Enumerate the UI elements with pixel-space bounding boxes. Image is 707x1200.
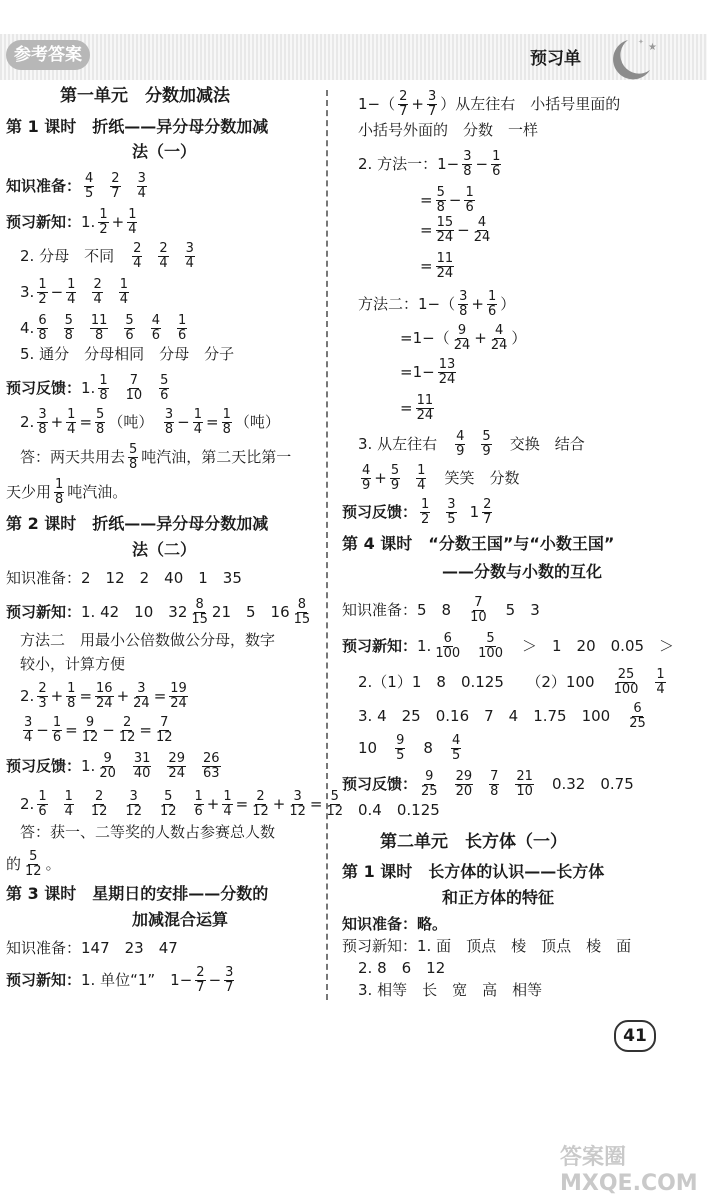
lesson3-heading — [6, 884, 268, 904]
moon-icon — [598, 36, 662, 86]
lesson4-heading — [342, 534, 614, 554]
l2-feedback-2: 2. $\frac{1}{6}$ $\frac{1}{4}$ $\frac{2}{12}$ $\frac{3}{12}$ $\frac{5}{12}$ $\frac{1}{6}$ + $\frac{1}{4}$ = $\frac{2}{12}$ + $\frac{3}{12}$ = $\frac{5}{12}$ — [20, 789, 344, 819]
text: 天少用 — [6, 483, 52, 501]
label: 预习新知： — [6, 213, 82, 231]
u2-preview-1: 预习新知：1. 面 顶点 棱 顶点 棱 面 — [342, 937, 632, 955]
fraction: $\frac{3}{4}$ — [137, 171, 146, 201]
l1-knowledge-prep — [6, 172, 150, 201]
r-method1-step1: = $\frac{5}{8}$ − $\frac{1}{6}$ — [420, 185, 474, 215]
l1-preview-5: 5. 通分 分母相同 分母 分子 — [20, 345, 235, 363]
text: 吨汽油，第二天比第一 — [141, 448, 292, 466]
text: 知识准备：5 8 — [342, 601, 452, 619]
text: 5 3 — [505, 601, 540, 619]
lesson-label: 第 1 课时 — [342, 862, 413, 881]
item-num: 1. — [81, 379, 96, 397]
u2-lesson1-heading-cont: 和正方体的特征 — [442, 888, 555, 907]
label: 预习反馈： — [342, 503, 418, 521]
text: 1. 42 10 32 — [81, 603, 188, 621]
text: 3. 从左往右 — [358, 435, 438, 453]
u2-preview-2: 2. 8 6 12 — [358, 959, 446, 977]
l4-feedback-2: 0.4 0.125 — [358, 801, 440, 819]
r-method1: 2. 方法一：1− $\frac{3}{8}$ − $\frac{1}{6}$ — [358, 149, 501, 179]
lesson-title: 折纸——异分母分数加减 — [92, 117, 269, 136]
watermark-logo: 答案圈 MXQE.COM — [560, 1145, 698, 1196]
r-feedback: 预习反馈： $\frac{1}{2}$ $\frac{3}{5}$ 1 $\frac{2}{7}$ — [342, 497, 492, 527]
l1-preview-3: 3. $\frac{1}{2}$ − $\frac{1}{4}$ $\frac{2}{4}$ $\frac{1}{4}$ — [20, 277, 129, 307]
l2-answer-b: 的 $\frac{5}{12}$ 。 — [6, 849, 61, 879]
lesson1-heading — [6, 117, 268, 137]
text: 交换 结合 — [509, 435, 585, 453]
l4-preview-2: 2.（1）1 8 0.125 （2）100 $\frac{25}{100}$ $\frac{1}{4}$ — [358, 667, 665, 697]
l2-answer-a: 答：获一、二等奖的人数占参赛总人数 — [20, 823, 276, 841]
text: 1. 单位“1” 1− — [81, 971, 193, 989]
l4-preview-3: 3. 4 25 0.16 7 4 1.75 100 $\frac{6}{25}$ — [358, 701, 646, 731]
lesson2-heading-cont: 法（二） — [132, 540, 197, 559]
lesson4-heading-cont: ——分数与小数的互化 — [442, 562, 603, 581]
l4-feedback: 预习反馈： $\frac{9}{25}$ $\frac{29}{20}$ $\frac{7}{8}$ $\frac{21}{10}$ 0.32 0.75 — [342, 769, 634, 799]
item-num: 2. — [20, 687, 35, 705]
r-preview-3: 3. 从左往右 $\frac{4}{9}$ $\frac{5}{9}$ 交换 结合 — [358, 429, 585, 459]
r-method1-step2: = $\frac{15}{24}$ − $\frac{4}{24}$ — [420, 215, 491, 245]
lesson-title: “分数王国”与“小数王国” — [428, 534, 615, 553]
l3-preview-1: 预习新知：1. 单位“1” 1− $\frac{2}{7}$ − $\frac{3}{7}$ — [6, 965, 234, 995]
u2-knowledge-prep: 知识准备：略。 — [342, 915, 448, 933]
label: 预习新知： — [342, 637, 418, 655]
lesson-label: 第 4 课时 — [342, 534, 413, 553]
lesson-title: 长方体的认识——长方体 — [428, 862, 605, 881]
text: 吨汽油。 — [67, 483, 128, 501]
l2-preview-2: 2. $\frac{2}{3}$ + $\frac{1}{8}$ = $\frac{16}{24}$ + $\frac{3}{24}$ = $\frac{19}{24}$ — [20, 681, 187, 711]
u2-preview-3: 3. 相等 长 宽 高 相等 — [358, 981, 543, 999]
lesson-title: 星期日的安排——分数的 — [92, 884, 269, 903]
lesson3-heading-cont: 加减混合运算 — [132, 910, 229, 929]
lesson2-heading — [6, 514, 268, 534]
lesson-label: 第 3 课时 — [6, 884, 77, 903]
text: 方法二：1−（ — [358, 295, 456, 313]
item-num: 1. — [81, 757, 96, 775]
l2-method-a: 方法二 用最小公倍数做公分母，数字 — [20, 631, 276, 649]
label: 预习反馈： — [342, 775, 418, 793]
preview-sheet-title: 预习单 — [530, 49, 581, 69]
l2-preview-1: 预习新知：1. 42 10 32 $\frac{8}{15}$ 21 5 16 $\frac{8}{15}$ — [6, 597, 311, 627]
r-method2-step2: =1− $\frac{13}{24}$ — [400, 357, 456, 387]
label: 预习新知： — [6, 603, 82, 621]
label: 预习反馈： — [6, 379, 82, 397]
item-num: 2. — [20, 795, 35, 813]
u2-lesson1-heading — [342, 862, 604, 882]
text: ＞ 1 20 0.05 ＞ — [522, 637, 675, 655]
r-preview-3b: $\frac{4}{9}$ + $\frac{5}{9}$ $\frac{1}{4}$ 笑笑 分数 — [362, 463, 520, 493]
unit: （吨） — [234, 413, 280, 431]
item-num: 3. — [20, 283, 35, 301]
fraction: $\frac{2}{7}$ — [111, 171, 120, 201]
text: 2. 方法一：1− — [358, 155, 460, 173]
text: 0.32 0.75 — [551, 775, 634, 793]
l1-preview-4: 4. $\frac{6}{8}$ $\frac{5}{8}$ $\frac{11}{8}$ $\frac{5}{6}$ $\frac{4}{6}$ $\frac{1}{6}$ — [20, 313, 187, 343]
l1-feedback-2: 2. $\frac{3}{8}$ + $\frac{1}{4}$ = $\frac{5}{8}$ （吨） $\frac{3}{8}$ − $\frac{1}{4}$ = $\frac{1}{8}$ （吨） — [20, 407, 280, 437]
lesson-label: 第 2 课时 — [6, 514, 77, 533]
l2-feedback-1: 预习反馈：1. $\frac{9}{20}$ $\frac{31}{40}$ $\frac{29}{24}$ $\frac{26}{63}$ — [6, 751, 220, 781]
unit1-title: 第一单元 分数加减法 — [60, 86, 230, 106]
item-num: 1. — [417, 637, 432, 655]
lesson1-heading-cont: 法（一） — [132, 142, 197, 161]
item-num: 4. — [20, 319, 35, 337]
svg-text:★: ★ — [648, 42, 657, 53]
text: 2. 分母 不同 — [20, 247, 115, 265]
item-num: 1. — [81, 213, 96, 231]
unit2-title: 第二单元 长方体（一） — [380, 832, 567, 852]
l1-preview-2: 2. 分母 不同 $\frac{2}{4}$ $\frac{2}{4}$ $\frac{3}{4}$ — [20, 241, 194, 271]
lesson-title: 折纸——异分母分数加减 — [92, 514, 269, 533]
r-method2-step1: =1−（ $\frac{9}{24}$ + $\frac{4}{24}$ ） — [400, 323, 527, 353]
l2-method-b: 较小，计算方便 — [20, 655, 126, 673]
l1-feedback-1: 预习反馈：1. $\frac{1}{8}$ $\frac{7}{10}$ $\frac{5}{6}$ — [6, 373, 169, 403]
r-method2: 方法二：1−（ $\frac{3}{8}$ + $\frac{1}{6}$ ） — [358, 289, 516, 319]
r-method2-step3: = $\frac{11}{24}$ — [400, 393, 434, 423]
fraction: $\frac{4}{5}$ — [85, 171, 94, 201]
text: 2.（1）1 8 0.125 （2）100 — [358, 673, 595, 691]
label: 知识准备： — [6, 177, 82, 195]
page-number: 41 — [614, 1020, 656, 1052]
l3-knowledge-prep: 知识准备：147 23 47 — [6, 939, 178, 957]
l2-knowledge-prep: 知识准备：2 12 2 40 1 35 — [6, 569, 242, 587]
label: 预习反馈： — [6, 757, 82, 775]
column-divider — [326, 90, 328, 1000]
r-method1-step3: = $\frac{11}{24}$ — [420, 251, 454, 281]
text: 的 — [6, 855, 22, 873]
l4-preview-3b: 10 $\frac{9}{5}$ 8 $\frac{4}{5}$ — [358, 733, 461, 763]
label: 预习新知： — [6, 971, 82, 989]
text: 3. 4 25 0.16 7 4 1.75 100 — [358, 707, 611, 725]
answer-key-badge: 参考答案 — [6, 40, 90, 70]
text: 8 — [423, 739, 433, 757]
l1-answer-b: 天少用 $\frac{1}{8}$ 吨汽油。 — [6, 477, 128, 507]
text: 答：两天共用去 — [20, 448, 126, 466]
l4-preview-1: 预习新知：1. $\frac{6}{100}$ $\frac{5}{100}$ ＞ 1 20 0.05 ＞ — [342, 631, 675, 661]
text: 。 — [45, 855, 61, 873]
svg-text:✦: ✦ — [638, 38, 644, 46]
text: 10 — [358, 739, 378, 757]
fraction: $\frac{1}{2}$ — [99, 207, 108, 237]
item-num: 2. — [20, 413, 35, 431]
l1-answer-a: 答：两天共用去 $\frac{5}{8}$ 吨汽油，第二天比第一 — [20, 442, 292, 472]
r-preview-1-cont: 1−（ $\frac{2}{7}$ + $\frac{3}{7}$ ）从左往右 小括号里面的 — [358, 89, 621, 119]
text: 21 5 16 — [211, 603, 290, 621]
l4-knowledge-prep: 知识准备：5 8 $\frac{7}{10}$ 5 3 — [342, 595, 540, 625]
unit: （吨） — [108, 413, 146, 431]
text: 笑笑 分数 — [444, 469, 520, 487]
text: 从左往右 小括号里面的 — [455, 95, 621, 113]
lesson-label: 第 1 课时 — [6, 117, 77, 136]
l1-preview-1: 预习新知：1. $\frac{1}{2}$ + $\frac{1}{4}$ — [6, 207, 137, 237]
r-preview-1-cont2: 小括号外面的 分数 一样 — [358, 121, 539, 139]
l2-preview-2b: $\frac{3}{4}$ − $\frac{1}{6}$ = $\frac{9}{12}$ − $\frac{2}{12}$ = $\frac{7}{12}$ — [24, 715, 173, 745]
fraction: $\frac{1}{4}$ — [128, 207, 137, 237]
